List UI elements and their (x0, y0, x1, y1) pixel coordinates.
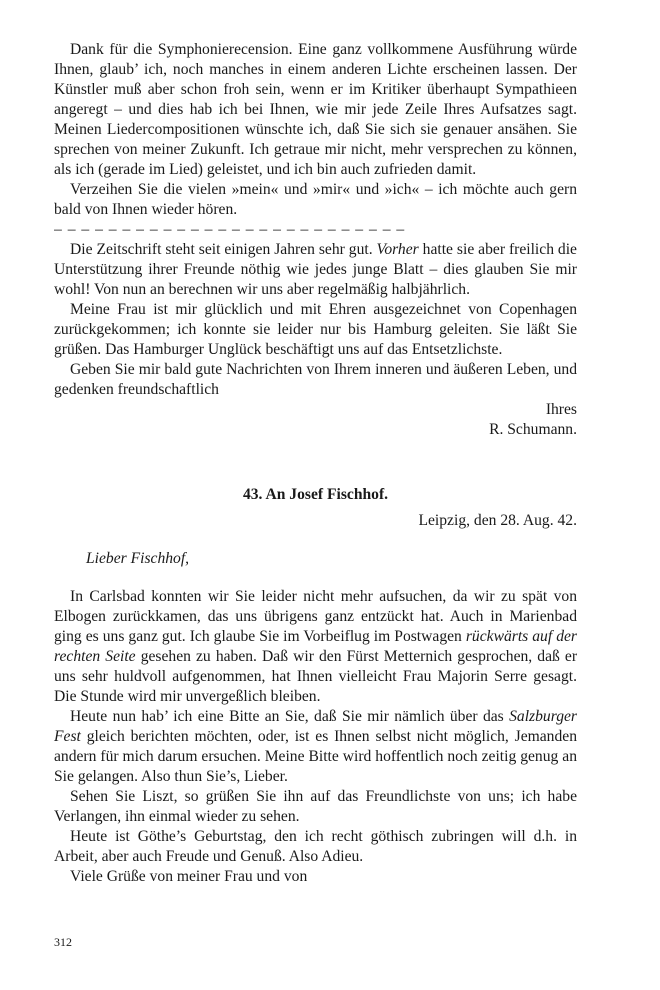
text-run: In Carlsbad konnten wir Sie leider nicht mehr aufsuchen, da wir zu spät von Elbogen zurückkamen, das uns übrigens ganz entzückt hat. Auch in Marienbad ging es uns ganz gut. Ich glaube Sie im Vorbeiflug im Postwagen (54, 588, 577, 645)
paragraph (54, 240, 577, 300)
emphasis: Vorher (376, 241, 419, 258)
text-run: gleich berichten möchten, oder, ist es Ihnen selbst nicht möglich, Jemanden andern für mich darum ersuchen. Meine Bitte wird hoffentlich noch zeitig genug an Sie gelangen. Also thun Sie’s, Lieber. (54, 728, 577, 785)
paragraph: Verzeihen Sie die vielen »mein« und »mir« und »ich« – ich möchte auch gern bald von Ihnen wieder hören. (54, 181, 577, 218)
paragraph: Viele Grüße von meiner Frau und von (70, 868, 308, 885)
emphasis: Salzburger Fest (54, 708, 577, 745)
page-content (54, 40, 577, 887)
paragraph: Sehen Sie Liszt, so grüßen Sie ihn auf das Freundlichste von uns; ich habe Verlangen, ihn einmal wieder zu sehen. (54, 788, 577, 825)
text-run: Heute nun hab’ ich eine Bitte an Sie, daß Sie mir nämlich über das (70, 708, 510, 725)
paragraph: Meine Frau ist mir glücklich und mit Ehren ausgezeichnet von Copenhagen zurückgekommen; ich konnte sie leider nur bis Hamburg geleiten. Sie läßt Sie grüßen. Das Hamburger Unglück beschäftigt uns auf das Entsetzlichste. (54, 301, 577, 358)
separator-line: – – – – – – – – – – – – – – – – – – – – – – – – – – (54, 221, 406, 238)
text-run: gesehen zu haben. Daß wir den Fürst Metternich gesprochen, daß er uns sehr huldvoll aufgenommen, hat Ihnen vielleicht Frau Majorin Serre gesagt. Die Stunde wird mir unvergeßlich bleiben. (54, 648, 578, 705)
letter-body (54, 587, 577, 887)
paragraph (54, 587, 577, 707)
text-run: hatte sie aber freilich die Unterstützung ihrer Freunde nöthig wie jedes junge Blatt – dies glauben Sie mir wohl! Von nun an berechnen wir uns aber regelmäßig halbjährlich. (54, 241, 577, 298)
paragraph (54, 707, 577, 787)
letter-title: 43. An Josef Fischhof. (242, 486, 389, 503)
paragraph: Dank für die Symphonierecension. Eine ganz vollkommene Ausführung würde Ihnen, glaub’ ich, noch manches in einem anderen Lichte erscheinen lassen. Der Künstler muß aber schon froh sein, wenn er im Kritiker überhaupt Sympathieen angeregt – und dies hab ich bei Ihnen, wie mir jede Zeile Ihres Aufsatzes sagt. Meinen Liedercompositionen wünschte ich, daß Sie sich sie genauer ansähen. Sie sprechen von meiner Zukunft. Ich getraue mir nicht, mehr versprechen zu können, als ich (gerade im Lied) geleistet, und ich bin auch zufrieden damit. (54, 41, 577, 178)
emphasis: rückwärts auf der rechten Seite (54, 628, 577, 665)
paragraph: Geben Sie mir bald gute Nachrichten von Ihrem inneren und äußeren Leben, und gedenken freundschaftlich (54, 361, 577, 398)
paragraph: Heute ist Göthe’s Geburtstag, den ich recht göthisch zubringen will d.h. in Arbeit, aber auch Freude und Genuß. Also Adieu. (54, 828, 577, 865)
salutation: Lieber Fischhof, (86, 550, 190, 567)
signature: R. Schumann. (489, 421, 577, 438)
text-run: Die Zeitschrift steht seit einigen Jahren sehr gut. (70, 241, 377, 258)
closing: Ihres (545, 401, 577, 418)
letter-date: Leipzig, den 28. Aug. 42. (418, 512, 577, 529)
page-number: 312 (54, 935, 72, 949)
